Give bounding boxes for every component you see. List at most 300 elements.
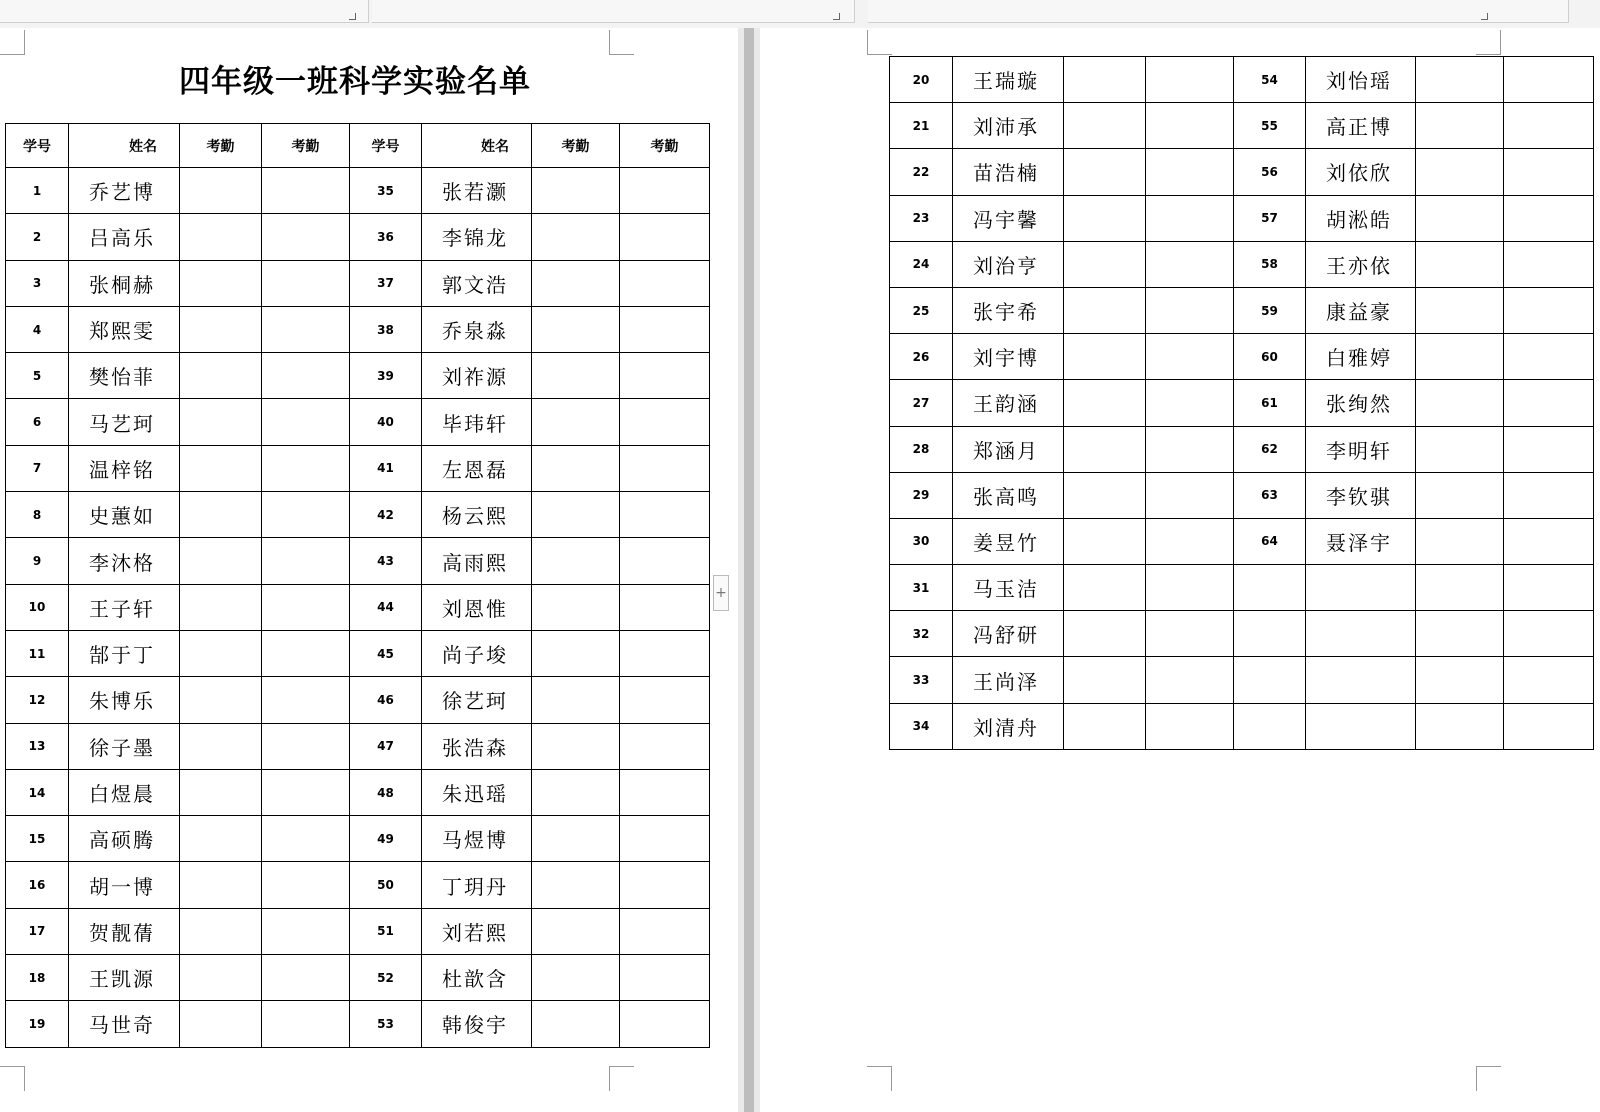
attendance-cell — [620, 399, 710, 445]
student-name-cell: 高正博 — [1306, 103, 1416, 149]
attendance-cell — [1504, 703, 1594, 749]
expand-handle-button[interactable]: + — [713, 575, 729, 611]
student-name-cell: 丁玥丹 — [422, 862, 532, 908]
student-number-cell: 62 — [1234, 426, 1306, 472]
student-name-cell: 刘清舟 — [953, 703, 1064, 749]
student-name-cell: 冯舒研 — [953, 611, 1064, 657]
attendance-cell — [262, 353, 350, 399]
attendance-cell — [262, 677, 350, 723]
attendance-cell — [1146, 565, 1234, 611]
ruler-corner-icon — [833, 13, 840, 20]
attendance-cell — [620, 769, 710, 815]
student-name-cell: 杜歆含 — [422, 955, 532, 1001]
attendance-cell — [1064, 103, 1146, 149]
table-row — [6, 769, 710, 815]
attendance-cell — [1146, 703, 1234, 749]
attendance-cell — [180, 306, 262, 352]
student-number-cell: 23 — [890, 195, 953, 241]
student-number-cell: 4 — [6, 306, 69, 352]
student-name-cell: 王亦依 — [1306, 241, 1416, 287]
student-name-cell: 左恩磊 — [422, 445, 532, 491]
student-number-cell: 3 — [6, 260, 69, 306]
attendance-cell — [1064, 518, 1146, 564]
attendance-cell — [620, 168, 710, 214]
header-cell-attendance: 考勤 — [180, 124, 262, 168]
student-number-cell: 28 — [890, 426, 953, 472]
student-number-cell: 37 — [350, 260, 422, 306]
attendance-cell — [180, 769, 262, 815]
table-row — [6, 908, 710, 954]
student-number-cell: 35 — [350, 168, 422, 214]
header-cell-student-no: 学号 — [6, 124, 69, 168]
attendance-cell — [1064, 611, 1146, 657]
student-name-cell: 聂泽宇 — [1306, 518, 1416, 564]
attendance-cell — [532, 353, 620, 399]
roster-table-page-2 — [889, 56, 1594, 750]
ruler-corner-icon — [349, 13, 356, 20]
margin-corner-icon — [0, 30, 25, 55]
attendance-cell — [620, 214, 710, 260]
document-title: 四年级一班科学实验名单 — [179, 64, 531, 100]
table-row — [890, 703, 1594, 749]
attendance-cell — [1416, 149, 1504, 195]
student-number-cell: 31 — [890, 565, 953, 611]
attendance-cell — [1416, 287, 1504, 333]
student-number-cell: 50 — [350, 862, 422, 908]
attendance-cell — [1504, 426, 1594, 472]
attendance-cell — [620, 630, 710, 676]
table-row — [6, 168, 710, 214]
page-separator — [744, 28, 754, 1112]
student-name-cell: 温梓铭 — [69, 445, 180, 491]
student-number-cell: 40 — [350, 399, 422, 445]
student-name-cell: 李明轩 — [1306, 426, 1416, 472]
student-name-cell: 刘宇博 — [953, 334, 1064, 380]
student-number-cell: 19 — [6, 1001, 69, 1047]
table-row — [890, 241, 1594, 287]
attendance-cell — [1064, 241, 1146, 287]
attendance-cell — [1146, 657, 1234, 703]
attendance-cell — [1064, 195, 1146, 241]
student-name-cell: 马世奇 — [69, 1001, 180, 1047]
student-name-cell: 韩俊宇 — [422, 1001, 532, 1047]
attendance-cell — [532, 1001, 620, 1047]
attendance-cell — [262, 306, 350, 352]
attendance-cell — [1416, 426, 1504, 472]
student-name-cell: 徐子墨 — [69, 723, 180, 769]
attendance-cell — [532, 168, 620, 214]
student-number-cell: 15 — [6, 816, 69, 862]
attendance-cell — [262, 862, 350, 908]
attendance-cell — [180, 492, 262, 538]
attendance-cell — [262, 445, 350, 491]
attendance-cell — [262, 584, 350, 630]
table-row — [6, 630, 710, 676]
attendance-cell — [1146, 380, 1234, 426]
table-row — [890, 565, 1594, 611]
header-cell-attendance: 考勤 — [532, 124, 620, 168]
student-name-cell: 刘若熙 — [422, 908, 532, 954]
header-cell-name: 姓名 — [69, 124, 180, 168]
student-name-cell: 乔艺博 — [69, 168, 180, 214]
attendance-cell — [620, 584, 710, 630]
student-number-cell: 9 — [6, 538, 69, 584]
attendance-cell — [262, 769, 350, 815]
student-number-cell: 64 — [1234, 518, 1306, 564]
attendance-cell — [180, 445, 262, 491]
student-number-cell: 33 — [890, 657, 953, 703]
header-cell-attendance: 考勤 — [262, 124, 350, 168]
attendance-cell — [1416, 195, 1504, 241]
attendance-cell — [180, 1001, 262, 1047]
attendance-cell — [262, 214, 350, 260]
top-ruler-bar — [0, 0, 1600, 29]
attendance-cell — [1146, 57, 1234, 103]
table-row — [6, 214, 710, 260]
student-name-cell: 乔泉淼 — [422, 306, 532, 352]
table-row — [6, 445, 710, 491]
student-name-cell: 王尚泽 — [953, 657, 1064, 703]
table-row — [6, 816, 710, 862]
attendance-cell — [532, 862, 620, 908]
attendance-cell — [1504, 611, 1594, 657]
student-number-cell: 36 — [350, 214, 422, 260]
student-name-cell: 郑熙雯 — [69, 306, 180, 352]
student-name-cell: 毕玮轩 — [422, 399, 532, 445]
attendance-cell — [180, 630, 262, 676]
student-number-cell — [1234, 565, 1306, 611]
header-cell-name: 姓名 — [422, 124, 532, 168]
student-name-cell: 高硕腾 — [69, 816, 180, 862]
attendance-cell — [1146, 518, 1234, 564]
attendance-cell — [620, 306, 710, 352]
attendance-cell — [180, 538, 262, 584]
student-name-cell: 苗浩楠 — [953, 149, 1064, 195]
student-number-cell: 2 — [6, 214, 69, 260]
student-name-cell: 徐艺珂 — [422, 677, 532, 723]
student-name-cell: 姜昱竹 — [953, 518, 1064, 564]
student-number-cell: 61 — [1234, 380, 1306, 426]
student-number-cell: 1 — [6, 168, 69, 214]
table-row — [890, 611, 1594, 657]
table-row — [6, 723, 710, 769]
table-row — [6, 306, 710, 352]
student-name-cell: 李沐格 — [69, 538, 180, 584]
student-name-cell: 张浩森 — [422, 723, 532, 769]
student-number-cell: 11 — [6, 630, 69, 676]
student-name-cell: 刘治亨 — [953, 241, 1064, 287]
attendance-cell — [1146, 287, 1234, 333]
attendance-cell — [1146, 334, 1234, 380]
student-name-cell: 刘祚源 — [422, 353, 532, 399]
student-name-cell: 张若灏 — [422, 168, 532, 214]
attendance-cell — [180, 677, 262, 723]
margin-corner-icon — [609, 1066, 634, 1091]
student-number-cell: 27 — [890, 380, 953, 426]
attendance-cell — [532, 908, 620, 954]
table-row — [890, 195, 1594, 241]
attendance-cell — [1416, 565, 1504, 611]
student-number-cell: 10 — [6, 584, 69, 630]
student-number-cell: 52 — [350, 955, 422, 1001]
table-row — [890, 426, 1594, 472]
table-row — [6, 677, 710, 723]
student-number-cell: 7 — [6, 445, 69, 491]
table-header-row — [6, 124, 710, 168]
student-number-cell: 48 — [350, 769, 422, 815]
attendance-cell — [1504, 195, 1594, 241]
attendance-cell — [620, 1001, 710, 1047]
margin-corner-icon — [1476, 30, 1501, 55]
attendance-cell — [532, 492, 620, 538]
student-name-cell: 高雨熙 — [422, 538, 532, 584]
attendance-cell — [1416, 334, 1504, 380]
attendance-cell — [1146, 195, 1234, 241]
student-name-cell: 郜于丁 — [69, 630, 180, 676]
attendance-cell — [180, 955, 262, 1001]
margin-corner-icon — [867, 30, 892, 55]
attendance-cell — [620, 445, 710, 491]
student-number-cell: 5 — [6, 353, 69, 399]
attendance-cell — [180, 908, 262, 954]
student-name-cell: 胡一博 — [69, 862, 180, 908]
table-row — [6, 260, 710, 306]
student-name-cell: 张绚然 — [1306, 380, 1416, 426]
student-number-cell: 59 — [1234, 287, 1306, 333]
attendance-cell — [1416, 380, 1504, 426]
student-name-cell: 杨云熙 — [422, 492, 532, 538]
attendance-cell — [262, 723, 350, 769]
attendance-cell — [262, 492, 350, 538]
table-row — [6, 538, 710, 584]
attendance-cell — [620, 908, 710, 954]
attendance-cell — [532, 677, 620, 723]
table-row — [890, 287, 1594, 333]
student-name-cell: 李钦骐 — [1306, 472, 1416, 518]
attendance-cell — [532, 723, 620, 769]
student-number-cell: 43 — [350, 538, 422, 584]
attendance-cell — [1064, 703, 1146, 749]
attendance-cell — [262, 908, 350, 954]
attendance-cell — [1416, 657, 1504, 703]
attendance-cell — [180, 168, 262, 214]
attendance-cell — [180, 862, 262, 908]
ruler-corner-icon — [1481, 13, 1488, 20]
attendance-cell — [180, 584, 262, 630]
student-number-cell: 57 — [1234, 195, 1306, 241]
attendance-cell — [180, 260, 262, 306]
student-name-cell: 郭文浩 — [422, 260, 532, 306]
attendance-cell — [180, 723, 262, 769]
margin-corner-icon — [867, 1066, 892, 1091]
table-row — [890, 518, 1594, 564]
margin-corner-icon — [609, 30, 634, 55]
student-number-cell: 47 — [350, 723, 422, 769]
student-name-cell — [1306, 703, 1416, 749]
attendance-cell — [1064, 57, 1146, 103]
attendance-cell — [1064, 334, 1146, 380]
attendance-cell — [1504, 565, 1594, 611]
attendance-cell — [1064, 380, 1146, 426]
ruler-segment — [0, 0, 369, 23]
student-number-cell: 55 — [1234, 103, 1306, 149]
header-cell-student-no: 学号 — [350, 124, 422, 168]
attendance-cell — [262, 260, 350, 306]
student-name-cell: 冯宇馨 — [953, 195, 1064, 241]
attendance-cell — [1064, 426, 1146, 472]
student-name-cell: 史蕙如 — [69, 492, 180, 538]
student-number-cell: 29 — [890, 472, 953, 518]
student-number-cell: 22 — [890, 149, 953, 195]
margin-corner-icon — [0, 1066, 25, 1091]
table-row — [890, 472, 1594, 518]
table-row — [890, 657, 1594, 703]
attendance-cell — [1416, 611, 1504, 657]
student-name-cell: 王韵涵 — [953, 380, 1064, 426]
student-number-cell: 38 — [350, 306, 422, 352]
student-name-cell: 张宇希 — [953, 287, 1064, 333]
student-name-cell: 刘怡瑶 — [1306, 57, 1416, 103]
student-number-cell: 54 — [1234, 57, 1306, 103]
student-name-cell: 刘恩惟 — [422, 584, 532, 630]
margin-corner-icon — [1476, 1066, 1501, 1091]
student-number-cell: 20 — [890, 57, 953, 103]
attendance-cell — [532, 260, 620, 306]
student-number-cell: 42 — [350, 492, 422, 538]
attendance-cell — [620, 492, 710, 538]
attendance-cell — [532, 955, 620, 1001]
student-number-cell: 51 — [350, 908, 422, 954]
student-name-cell: 张桐赫 — [69, 260, 180, 306]
student-name-cell: 郑涵月 — [953, 426, 1064, 472]
attendance-cell — [262, 816, 350, 862]
table-row — [6, 1001, 710, 1047]
table-row — [890, 380, 1594, 426]
table-row — [890, 149, 1594, 195]
student-name-cell: 刘沛承 — [953, 103, 1064, 149]
attendance-cell — [1504, 149, 1594, 195]
attendance-cell — [1504, 287, 1594, 333]
attendance-cell — [180, 214, 262, 260]
student-name-cell: 胡淞皓 — [1306, 195, 1416, 241]
attendance-cell — [1146, 472, 1234, 518]
student-number-cell: 30 — [890, 518, 953, 564]
attendance-cell — [1064, 657, 1146, 703]
student-number-cell: 46 — [350, 677, 422, 723]
attendance-cell — [1416, 57, 1504, 103]
attendance-cell — [1146, 611, 1234, 657]
student-number-cell: 25 — [890, 287, 953, 333]
attendance-cell — [1504, 657, 1594, 703]
student-number-cell: 8 — [6, 492, 69, 538]
attendance-cell — [620, 353, 710, 399]
attendance-cell — [180, 816, 262, 862]
student-number-cell: 14 — [6, 769, 69, 815]
attendance-cell — [620, 955, 710, 1001]
table-row — [6, 955, 710, 1001]
student-number-cell: 13 — [6, 723, 69, 769]
student-number-cell: 58 — [1234, 241, 1306, 287]
attendance-cell — [1064, 287, 1146, 333]
student-number-cell: 44 — [350, 584, 422, 630]
attendance-cell — [532, 538, 620, 584]
student-name-cell: 王子轩 — [69, 584, 180, 630]
student-number-cell: 45 — [350, 630, 422, 676]
student-name-cell: 白雅婷 — [1306, 334, 1416, 380]
table-row — [6, 399, 710, 445]
student-number-cell: 16 — [6, 862, 69, 908]
student-number-cell — [1234, 611, 1306, 657]
student-number-cell: 49 — [350, 816, 422, 862]
student-name-cell: 张高鸣 — [953, 472, 1064, 518]
student-number-cell: 26 — [890, 334, 953, 380]
attendance-cell — [1146, 103, 1234, 149]
student-number-cell: 18 — [6, 955, 69, 1001]
student-name-cell: 朱迅瑶 — [422, 769, 532, 815]
table-row — [890, 334, 1594, 380]
student-name-cell: 马煜博 — [422, 816, 532, 862]
roster-table-page-1 — [5, 123, 710, 1048]
student-number-cell — [1234, 703, 1306, 749]
attendance-cell — [532, 769, 620, 815]
student-number-cell: 21 — [890, 103, 953, 149]
student-name-cell: 王凯源 — [69, 955, 180, 1001]
attendance-cell — [1504, 472, 1594, 518]
student-number-cell: 17 — [6, 908, 69, 954]
student-name-cell: 王瑞璇 — [953, 57, 1064, 103]
student-name-cell: 康益豪 — [1306, 287, 1416, 333]
student-number-cell: 41 — [350, 445, 422, 491]
attendance-cell — [1504, 103, 1594, 149]
attendance-cell — [1504, 57, 1594, 103]
attendance-cell — [532, 214, 620, 260]
attendance-cell — [262, 399, 350, 445]
attendance-cell — [180, 353, 262, 399]
attendance-cell — [1416, 703, 1504, 749]
table-row — [6, 584, 710, 630]
student-name-cell: 李锦龙 — [422, 214, 532, 260]
attendance-cell — [1146, 426, 1234, 472]
table-row — [6, 862, 710, 908]
attendance-cell — [532, 816, 620, 862]
student-name-cell: 朱博乐 — [69, 677, 180, 723]
ruler-segment — [372, 0, 855, 23]
student-name-cell — [1306, 565, 1416, 611]
attendance-cell — [620, 677, 710, 723]
table-row — [6, 492, 710, 538]
attendance-cell — [532, 630, 620, 676]
attendance-cell — [1416, 472, 1504, 518]
attendance-cell — [1504, 241, 1594, 287]
attendance-cell — [1064, 565, 1146, 611]
attendance-cell — [532, 584, 620, 630]
attendance-cell — [1416, 241, 1504, 287]
student-number-cell: 34 — [890, 703, 953, 749]
attendance-cell — [532, 445, 620, 491]
attendance-cell — [620, 816, 710, 862]
student-number-cell: 6 — [6, 399, 69, 445]
student-name-cell: 贺靓蒨 — [69, 908, 180, 954]
attendance-cell — [262, 630, 350, 676]
table-row — [890, 57, 1594, 103]
header-cell-attendance: 考勤 — [620, 124, 710, 168]
student-number-cell: 53 — [350, 1001, 422, 1047]
attendance-cell — [1146, 149, 1234, 195]
student-name-cell — [1306, 657, 1416, 703]
student-name-cell: 马玉洁 — [953, 565, 1064, 611]
student-number-cell: 12 — [6, 677, 69, 723]
attendance-cell — [1064, 149, 1146, 195]
